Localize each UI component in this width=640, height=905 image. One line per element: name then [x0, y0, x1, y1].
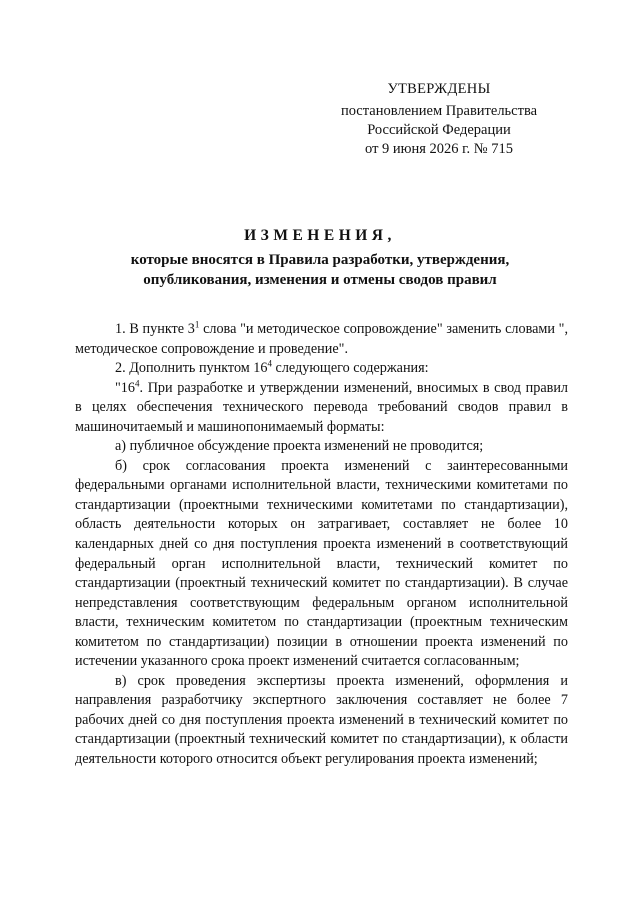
- paragraph-1-text-a: 1. В пункте 3: [115, 321, 195, 337]
- document-heading: [70, 226, 570, 290]
- paragraph-5: б) срок согласования проекта изменений с заинтересованными федеральными органами исполнительной власти, техническими комитетами по стандартизации (проектными техническими комитетами по стандартизации), область деятельности которых он затрагивает, составляет не более 10 календарных дней со дня поступления проекта изменений в соответствующий федеральный орган исполнительной власти, технический комитет по стандартизации (проектный технический комитет по стандартизации). В случае непредставления соответствующим федеральным органом исполнительной власти, техническим комитетом по стандартизации (проектным техническим комитетом по стандартизации) позиции в отношении проекта изменений по истечении указанного срока проект изменений считается согласованным;: [75, 457, 568, 670]
- paragraph-3: [75, 379, 568, 438]
- approval-line-3: от 9 июня 2026 г. № 715: [365, 141, 513, 157]
- paragraph-1: [75, 320, 568, 359]
- paragraph-2: [75, 359, 568, 379]
- paragraph-6: в) срок проведения экспертизы проекта изменений, оформления и направления разработчику экспертного заключения составляет не более 7 рабочих дней со дня поступления проекта изменений в технический комитет по стандартизации (проектный технический комитет по стандартизации), к области деятельности которого относится объект регулирования проекта изменений;: [75, 672, 568, 768]
- paragraph-1-text-b: слова "и методическое сопровождение" заменить словами ", методическое сопровождение и проведение".: [75, 321, 569, 357]
- paragraph-2-superscript: 4: [267, 358, 272, 369]
- paragraph-3-superscript: 4: [134, 377, 140, 388]
- approval-stamp: [300, 80, 578, 159]
- approval-line-1: постановлением Правительства: [340, 103, 538, 119]
- document-title: ИЗМЕНЕНИЯ,: [244, 227, 396, 244]
- paragraph-2-text-b: следующего содержания:: [271, 360, 429, 377]
- approval-caps: УТВЕРЖДЕНЫ: [387, 81, 491, 97]
- document-subtitle-2: опубликования, изменения и отмены сводов правил: [143, 272, 497, 288]
- document-body: [75, 320, 568, 770]
- paragraph-3-text-a: "16: [115, 379, 135, 396]
- paragraph-2-text-a: 2. Дополнить пунктом 16: [115, 360, 268, 377]
- paragraph-3-text-b: . При разработке и утверждении изменений, вносимых в свод правил в целях обеспечения технического перевода требований сводов правил в машиночитаемый и машинопонимаемый форматы:: [75, 379, 568, 435]
- document-subtitle-1: которые вносятся в Правила разработки, утверждения,: [130, 252, 510, 268]
- approval-line-2: Российской Федерации: [367, 122, 511, 138]
- paragraph-4: а) публичное обсуждение проекта изменений не проводится;: [115, 438, 484, 455]
- paragraph-1-superscript: 1: [194, 319, 200, 330]
